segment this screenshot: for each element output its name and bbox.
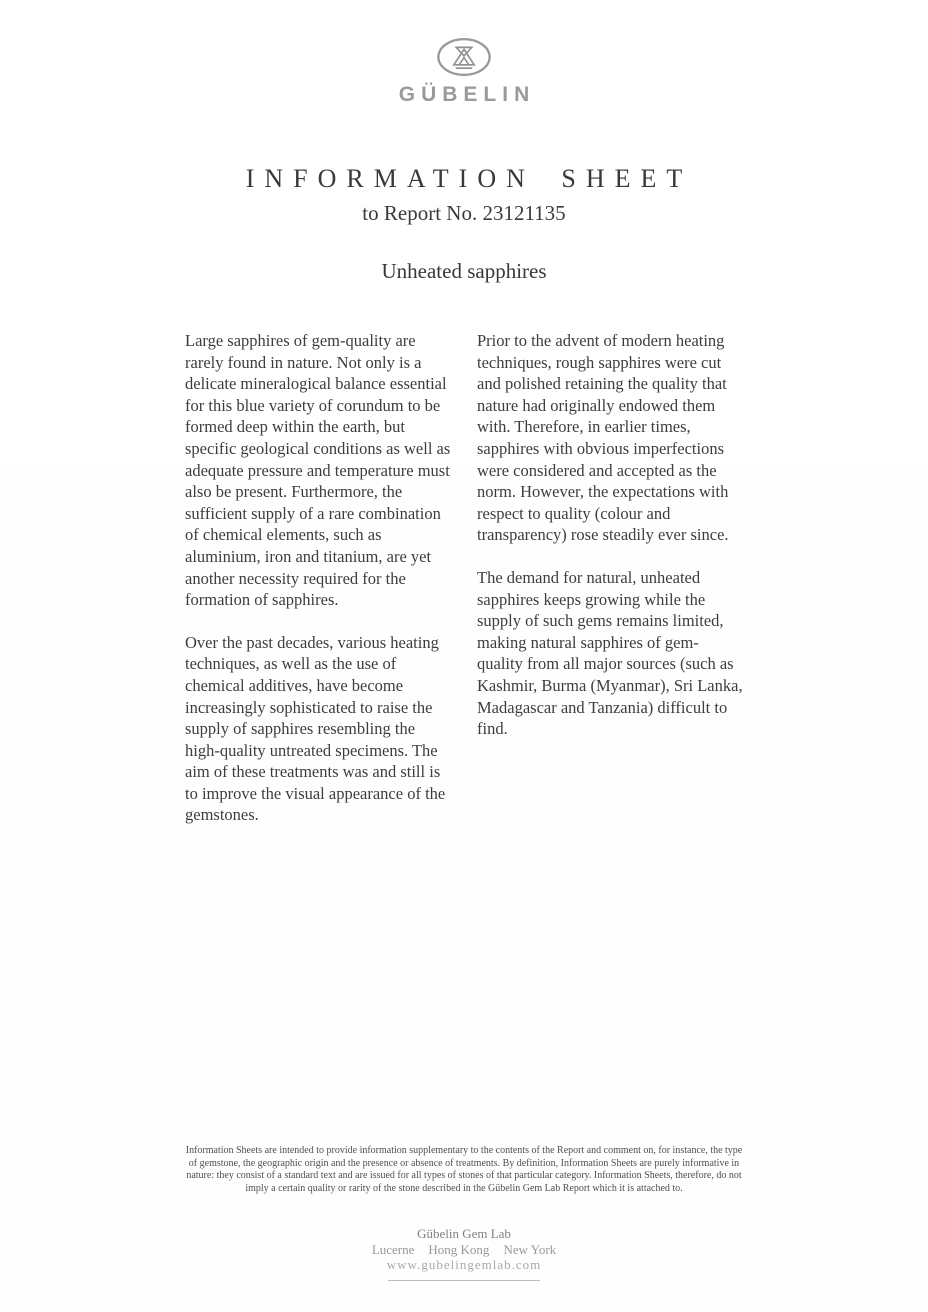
content-columns xyxy=(185,330,743,847)
location-item: New York xyxy=(503,1241,557,1257)
sheet-heading: Unheated sapphires xyxy=(381,259,547,283)
paragraph-left-1: Large sapphires of gem-quality are rarely found in nature. Not only is a delicate mineralogical balance essential for this blue variety of corundum to be formed deep within the earth, but specific geological conditions as well as adequate pressure and temperature must also be present. Furthermore, the sufficient supply of a rare combination of chemical elements, such as aluminium, iron and titanium, are yet another necessity required for the formation of sapphires. xyxy=(185,331,451,610)
page-title: INFORMATION SHEET xyxy=(245,164,693,193)
footer-website-url: www.gubelingemlab.com xyxy=(386,1257,542,1272)
brand-logo xyxy=(0,0,928,107)
brand-wordmark: GÜBELIN xyxy=(398,83,536,106)
paragraph-right-2: The demand for natural, unheated sapphires keeps growing while the supply of such gems remains limited, making natural sapphires of gem-quality from all major sources (such as Kashmir, Burma (Myanmar), Sri Lanka, Madagascar and Tanzania) difficult to find. xyxy=(477,567,743,739)
column-right xyxy=(477,330,743,847)
column-left xyxy=(185,330,451,847)
footer-divider xyxy=(388,1280,540,1281)
gubelin-emblem-icon xyxy=(435,36,493,80)
footer xyxy=(0,1226,928,1281)
footer-locations xyxy=(0,1242,928,1258)
location-item: Lucerne xyxy=(371,1241,415,1257)
paragraph-left-2: Over the past decades, various heating techniques, as well as the use of chemical additives, have become increasingly sophisticated to raise the supply of sapphires resembling the high-quality untreated specimens. The aim of these treatments was and still is to improve the visual appearance of the gemstones. xyxy=(185,632,446,825)
location-item: Hong Kong xyxy=(428,1241,490,1257)
paragraph-right-1: Prior to the advent of modern heating techniques, rough sapphires were cut and polished retaining the quality that nature had originally endowed them with. Therefore, in earlier times, sapphires with obvious imperfections were considered and accepted as the norm. However, the expectations with respect to quality (colour and transparency) rose steadily ever since. xyxy=(477,331,729,545)
disclaimer-text: Information Sheets are intended to provide information supplementary to the contents of the Report and comment on, for instance, the type of gemstone, the geographic origin and the presence or absence of treatments. By definition, Information Sheets are purely informative in nature: they consist of a standard text and are issued for all types of stones of that particular category. Information Sheets, therefore, do not imply a certain quality or rarity of the stone described in the Gübelin Gem Lab Report which it is attached to. xyxy=(185,1145,743,1194)
footer-org-name: Gübelin Gem Lab xyxy=(417,1226,511,1241)
report-number-subtitle: to Report No. 23121135 xyxy=(362,201,566,225)
